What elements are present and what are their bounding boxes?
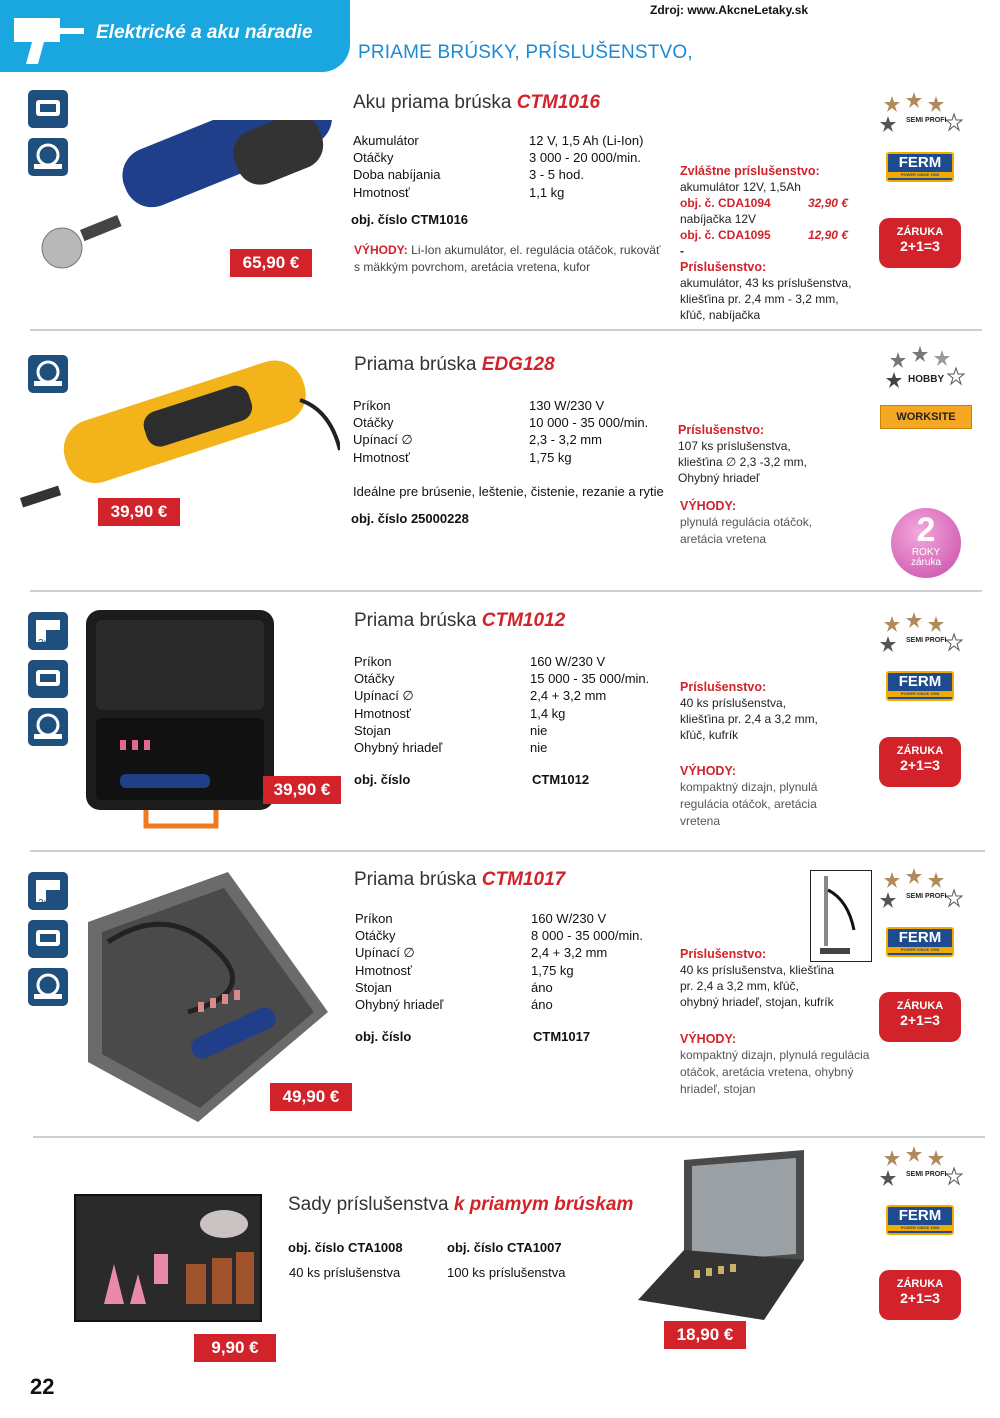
flex-shaft-icon [28, 872, 68, 910]
price-tag: 65,90 € [230, 249, 312, 277]
benefits: VÝHODY: kompaktný dizajn, plynulá regulácia otáčok, aretácia vretena, ohybný hriadeľ, stojan [680, 1032, 870, 1096]
divider [30, 850, 985, 852]
two-year-warranty-badge: 2 ROKY záruka [891, 508, 961, 578]
accessories: Príslušenstvo: 40 ks príslušenstva, kliešťina pr. 2,4 a 3,2 mm, kľúč, kufrík [680, 680, 818, 742]
semi-profi-stars-icon [878, 612, 968, 656]
spec-row: Príkon 160 W/230 V [355, 911, 607, 926]
category-label: SEMI PROFI [906, 893, 947, 900]
spec-row: Hmotnosť 1,75 kg [353, 449, 572, 465]
spec-row: Ohybný hriadeľ nie [354, 740, 548, 756]
spec-row: Upínací ∅ 2,4 + 3,2 mm [354, 688, 607, 704]
spec-row: Otáčky 3 000 - 20 000/min. [353, 150, 642, 166]
ferm-logo: FERM POWER SINCE 1993 [886, 671, 954, 701]
price-tag: 39,90 € [98, 498, 180, 526]
product-model: EDG128 [481, 354, 555, 375]
semi-profi-stars-icon [878, 868, 968, 912]
ferm-logo: FERM POWER SINCE 1993 [886, 152, 954, 182]
divider [33, 1136, 985, 1138]
accessories: Príslušenstvo: 107 ks príslušenstva, kliešťina ∅ 2,3 -3,2 mm, Ohybný hriadeľ [678, 423, 807, 485]
benefits: VÝHODY: Li-Ion akumulátor, el. regulácia otáčok, rukoväť s mäkkým povrchom, aretácia vretena, kufor [354, 243, 661, 274]
spec-row: Upínací ∅ 2,3 - 3,2 mm [353, 432, 602, 448]
product-title: Priama brúska CTM1012 [354, 610, 566, 631]
semi-profi-stars-icon [878, 92, 968, 136]
divider [30, 329, 982, 331]
accessories: Príslušenstvo: 40 ks príslušenstva, kliešťina pr. 2,4 a 3,2 mm, kľúč, ohybný hriadeľ, stojan, kufrík [680, 947, 834, 1009]
edg128-photo [20, 360, 340, 530]
svg-text:3m: 3m [38, 898, 52, 909]
price-tag: 18,90 € [664, 1321, 746, 1349]
spec-row: Otáčky 10 000 - 35 000/min. [353, 415, 649, 431]
speed-regulation-icon [28, 708, 68, 746]
price-tag: 9,90 € [194, 1334, 276, 1362]
warranty-badge: ZÁRUKA 2+1=3 [879, 737, 961, 787]
spec-row: Doba nabíjania 3 - 5 hod. [353, 167, 584, 183]
category-label: HOBBY [908, 374, 945, 385]
price-tag: 39,90 € [263, 776, 341, 804]
ctm1012-case-photo [80, 608, 280, 836]
source-label: Zdroj: www.AkcneLetaky.sk [650, 3, 809, 17]
order-number: obj. číslo CTA1008 [288, 1240, 403, 1255]
category-label: SEMI PROFI [906, 117, 947, 124]
drill-icon [8, 10, 88, 64]
ferm-logo: FERM POWER SINCE 1993 [886, 1205, 954, 1235]
section-title: PRIAME BRÚSKY, PRÍSLUŠENSTVO, [358, 42, 693, 63]
product-note: Ideálne pre brúsenie, leštenie, čistenie, rezanie a rytie [353, 484, 664, 499]
spec-row: Príkon 130 W/230 V [353, 398, 605, 413]
speed-regulation-icon [28, 968, 68, 1006]
order-number: obj. číslo CTA1007 [447, 1240, 562, 1255]
spec-row: Otáčky 8 000 - 35 000/min. [355, 928, 644, 944]
product-model: CTM1016 [516, 92, 601, 113]
accessory-case-photo [634, 1150, 824, 1328]
worksite-logo: WORKSITE [880, 405, 972, 429]
benefits: VÝHODY: plynulá regulácia otáčok, aretácia vretena [680, 499, 813, 546]
header-tab [0, 0, 350, 72]
order-number: obj. číslo CTM1016 [351, 212, 469, 227]
semi-profi-stars-icon [878, 1146, 968, 1190]
flex-shaft-icon [28, 612, 68, 650]
sets-title: Sady príslušenstva k priamym brúskam [288, 1194, 634, 1215]
accessory-set-photo [74, 1194, 262, 1322]
category-label: SEMI PROFI [906, 1171, 947, 1178]
header-title: Elektrické a aku náradie [96, 22, 313, 43]
spec-table [353, 397, 648, 466]
set-description: 100 ks príslušenstva [447, 1265, 566, 1280]
price-tag: 49,90 € [270, 1083, 352, 1111]
special-accessories: Zvláštne príslušenstvo: akumulátor 12V, 1,5Ah obj. č. CDA1094 32,90 € nabíjačka 12V obj. č. CDA1095 12,90 € - Príslušenstvo: akumulátor, 43 ks príslušenstva, kliešťina pr. 2,4 mm - 3,2 mm, kľúč, nabíjačka [680, 164, 852, 322]
order-number: obj. číslo CTM1017 [355, 1029, 591, 1044]
accessories-case-icon [28, 920, 68, 958]
warranty-badge: ZÁRUKA 2+1=3 [879, 992, 961, 1042]
spec-row: Upínací ∅ 2,4 + 3,2 mm [355, 945, 608, 961]
benefits: VÝHODY: kompaktný dizajn, plynulá regulácia otáčok, aretácia vretena [680, 764, 818, 828]
divider [30, 590, 982, 592]
warranty-badge: ZÁRUKA 2+1=3 [879, 1270, 961, 1320]
spec-row: Hmotnosť 1,4 kg [354, 705, 566, 721]
category-label: SEMI PROFI [906, 637, 947, 644]
spec-table [354, 653, 649, 756]
hobby-stars-icon [884, 346, 968, 388]
page-number: 22 [30, 1374, 55, 1399]
ferm-logo: FERM POWER SINCE 1993 [886, 927, 954, 957]
warranty-badge: ZÁRUKA 2+1=3 [879, 218, 961, 268]
order-number: obj. číslo 25000228 [351, 511, 469, 526]
product-title: Aku priama brúska CTM1016 [353, 92, 601, 113]
svg-text:3m: 3m [38, 638, 52, 649]
spec-table [353, 132, 643, 201]
spec-row: Hmotnosť 1,75 kg [355, 962, 574, 978]
spec-row: Otáčky 15 000 - 35 000/min. [354, 671, 650, 687]
spec-row: Stojan nie [354, 722, 548, 738]
product-title: Priama brúska EDG128 [354, 354, 555, 375]
product-model: CTM1017 [481, 869, 566, 890]
spec-row: Stojan áno [355, 979, 553, 995]
order-number: obj. číslo CTM1012 [354, 772, 590, 787]
product-model: CTM1012 [481, 610, 566, 631]
spec-row: Akumulátor 12 V, 1,5 Ah (Li-Ion) [353, 133, 644, 148]
spec-row: Ohybný hriadeľ áno [355, 997, 553, 1013]
set-description: 40 ks príslušenstva [289, 1265, 401, 1280]
spec-row: Príkon 160 W/230 V [354, 654, 606, 669]
svg-text:FERM: FERM [210, 177, 245, 201]
spec-table [355, 910, 643, 1013]
spec-row: Hmotnosť 1,1 kg [353, 184, 565, 200]
product-title: Priama brúska CTM1017 [354, 869, 566, 890]
accessories-case-icon [28, 660, 68, 698]
